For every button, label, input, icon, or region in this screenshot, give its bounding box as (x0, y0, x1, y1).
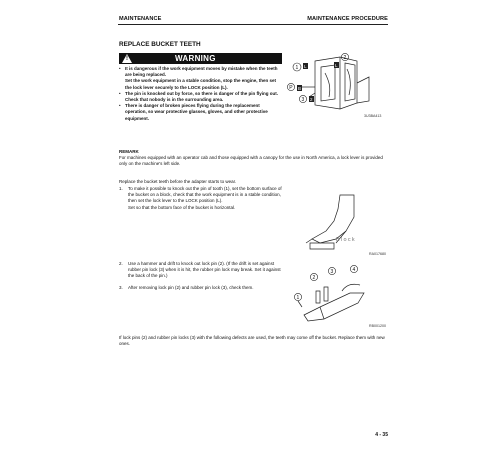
figure-label: 2 (310, 97, 313, 102)
step-number: 2. (119, 261, 123, 266)
step-item (119, 261, 285, 280)
page-title: REPLACE BUCKET TEETH (119, 41, 201, 48)
header-rule (118, 24, 388, 25)
figure-pin-removal-drawing (290, 263, 390, 329)
figure-bucket-on-block (290, 191, 390, 257)
remark-text: For machines equipped with an operator cab and those equipped with a canopy for the use in North America, a lock lever is provided only on the machine's left side. (119, 155, 383, 167)
figure-pin-removal (290, 263, 390, 329)
warning-item: • The pin is knocked out by force, so there is danger of the pin flying out. Check that nobody is in the surrounding area. (119, 90, 279, 103)
figure-bucket-lock-lever-drawing (285, 53, 389, 119)
figure-label: 3 (330, 269, 334, 275)
bullet-icon: • (119, 90, 121, 96)
figure-label: 2 (312, 275, 316, 281)
figure-label: P (289, 85, 293, 91)
step-item (119, 285, 285, 291)
page-number: 4 - 35 (375, 432, 388, 438)
step-text: After removing lock pin (2) and rubber pin lock (3), check them. (128, 285, 254, 290)
warning-triangle-icon: ! (122, 54, 132, 63)
step-number: 1. (119, 186, 123, 191)
figure-bucket-on-block-drawing (290, 191, 390, 257)
step-text: Use a hammer and drift to knock out lock pin (2). (If the drift is set against rubber pin lock (3) when it is hit, the rubber pin lock may break. Set it against the back of the pin.) (128, 261, 281, 279)
figure-label: B (298, 86, 302, 91)
figure-label: 2 (343, 55, 347, 61)
header-chapter-label: MAINTENANCE PROCEDURE (307, 16, 388, 22)
bullet-icon: • (119, 66, 121, 71)
intro-text: Replace the bucket teeth before the adapter starts to wear. (119, 179, 237, 184)
closing-text: If lock pins (2) and rubber pin locks (3) with the following defects are used, the teeth may come off the bucket. Replace them with new ones. (119, 335, 385, 347)
step-subtext: Set so that the bottom face of the bucket is horizontal. (128, 204, 236, 210)
figure-label: 4 (352, 267, 356, 273)
warning-item: Set the work equipment in a stable condition, stop the engine, then set the lock lever securely to the LOCK position (L). (125, 78, 277, 90)
bullet-icon: • (119, 103, 121, 109)
warning-list (119, 66, 282, 122)
warning-banner (119, 53, 282, 64)
figure-label: 3 (301, 97, 305, 103)
figure-code: RB001200 (369, 324, 386, 328)
figure-label: 1 (295, 65, 299, 71)
figure-code: RA017680 (369, 252, 386, 256)
figure-code: 3U3BA413 (364, 114, 382, 118)
figure-label: 1 (296, 295, 300, 301)
step-number: 3. (119, 285, 123, 290)
warning-label: WARNING (175, 54, 216, 63)
step-text: To make it possible to knock out the pin of tooth (1), set the bottom surface of the bucket on a block, check that the work equipment is in a stable condition, then set the lock lever to the LOCK position (L). (128, 186, 282, 204)
figure-label: L (335, 63, 338, 68)
figure-bucket-lock-lever (285, 53, 389, 119)
step-item (119, 186, 285, 211)
remark-heading: REMARK (119, 149, 139, 154)
figure-label: L (304, 64, 307, 69)
warning-item: • There is danger of broken pieces flying during the replacement operation, so wear protective glasses, gloves, and other protective equipment. (119, 103, 268, 121)
figure-label: Block (336, 237, 356, 243)
warning-item: • It is dangerous if the work equipment moves by mistake when the teeth are being replaced. (119, 66, 278, 78)
header-section-label: MAINTENANCE (119, 16, 162, 22)
remark-block (119, 149, 389, 168)
